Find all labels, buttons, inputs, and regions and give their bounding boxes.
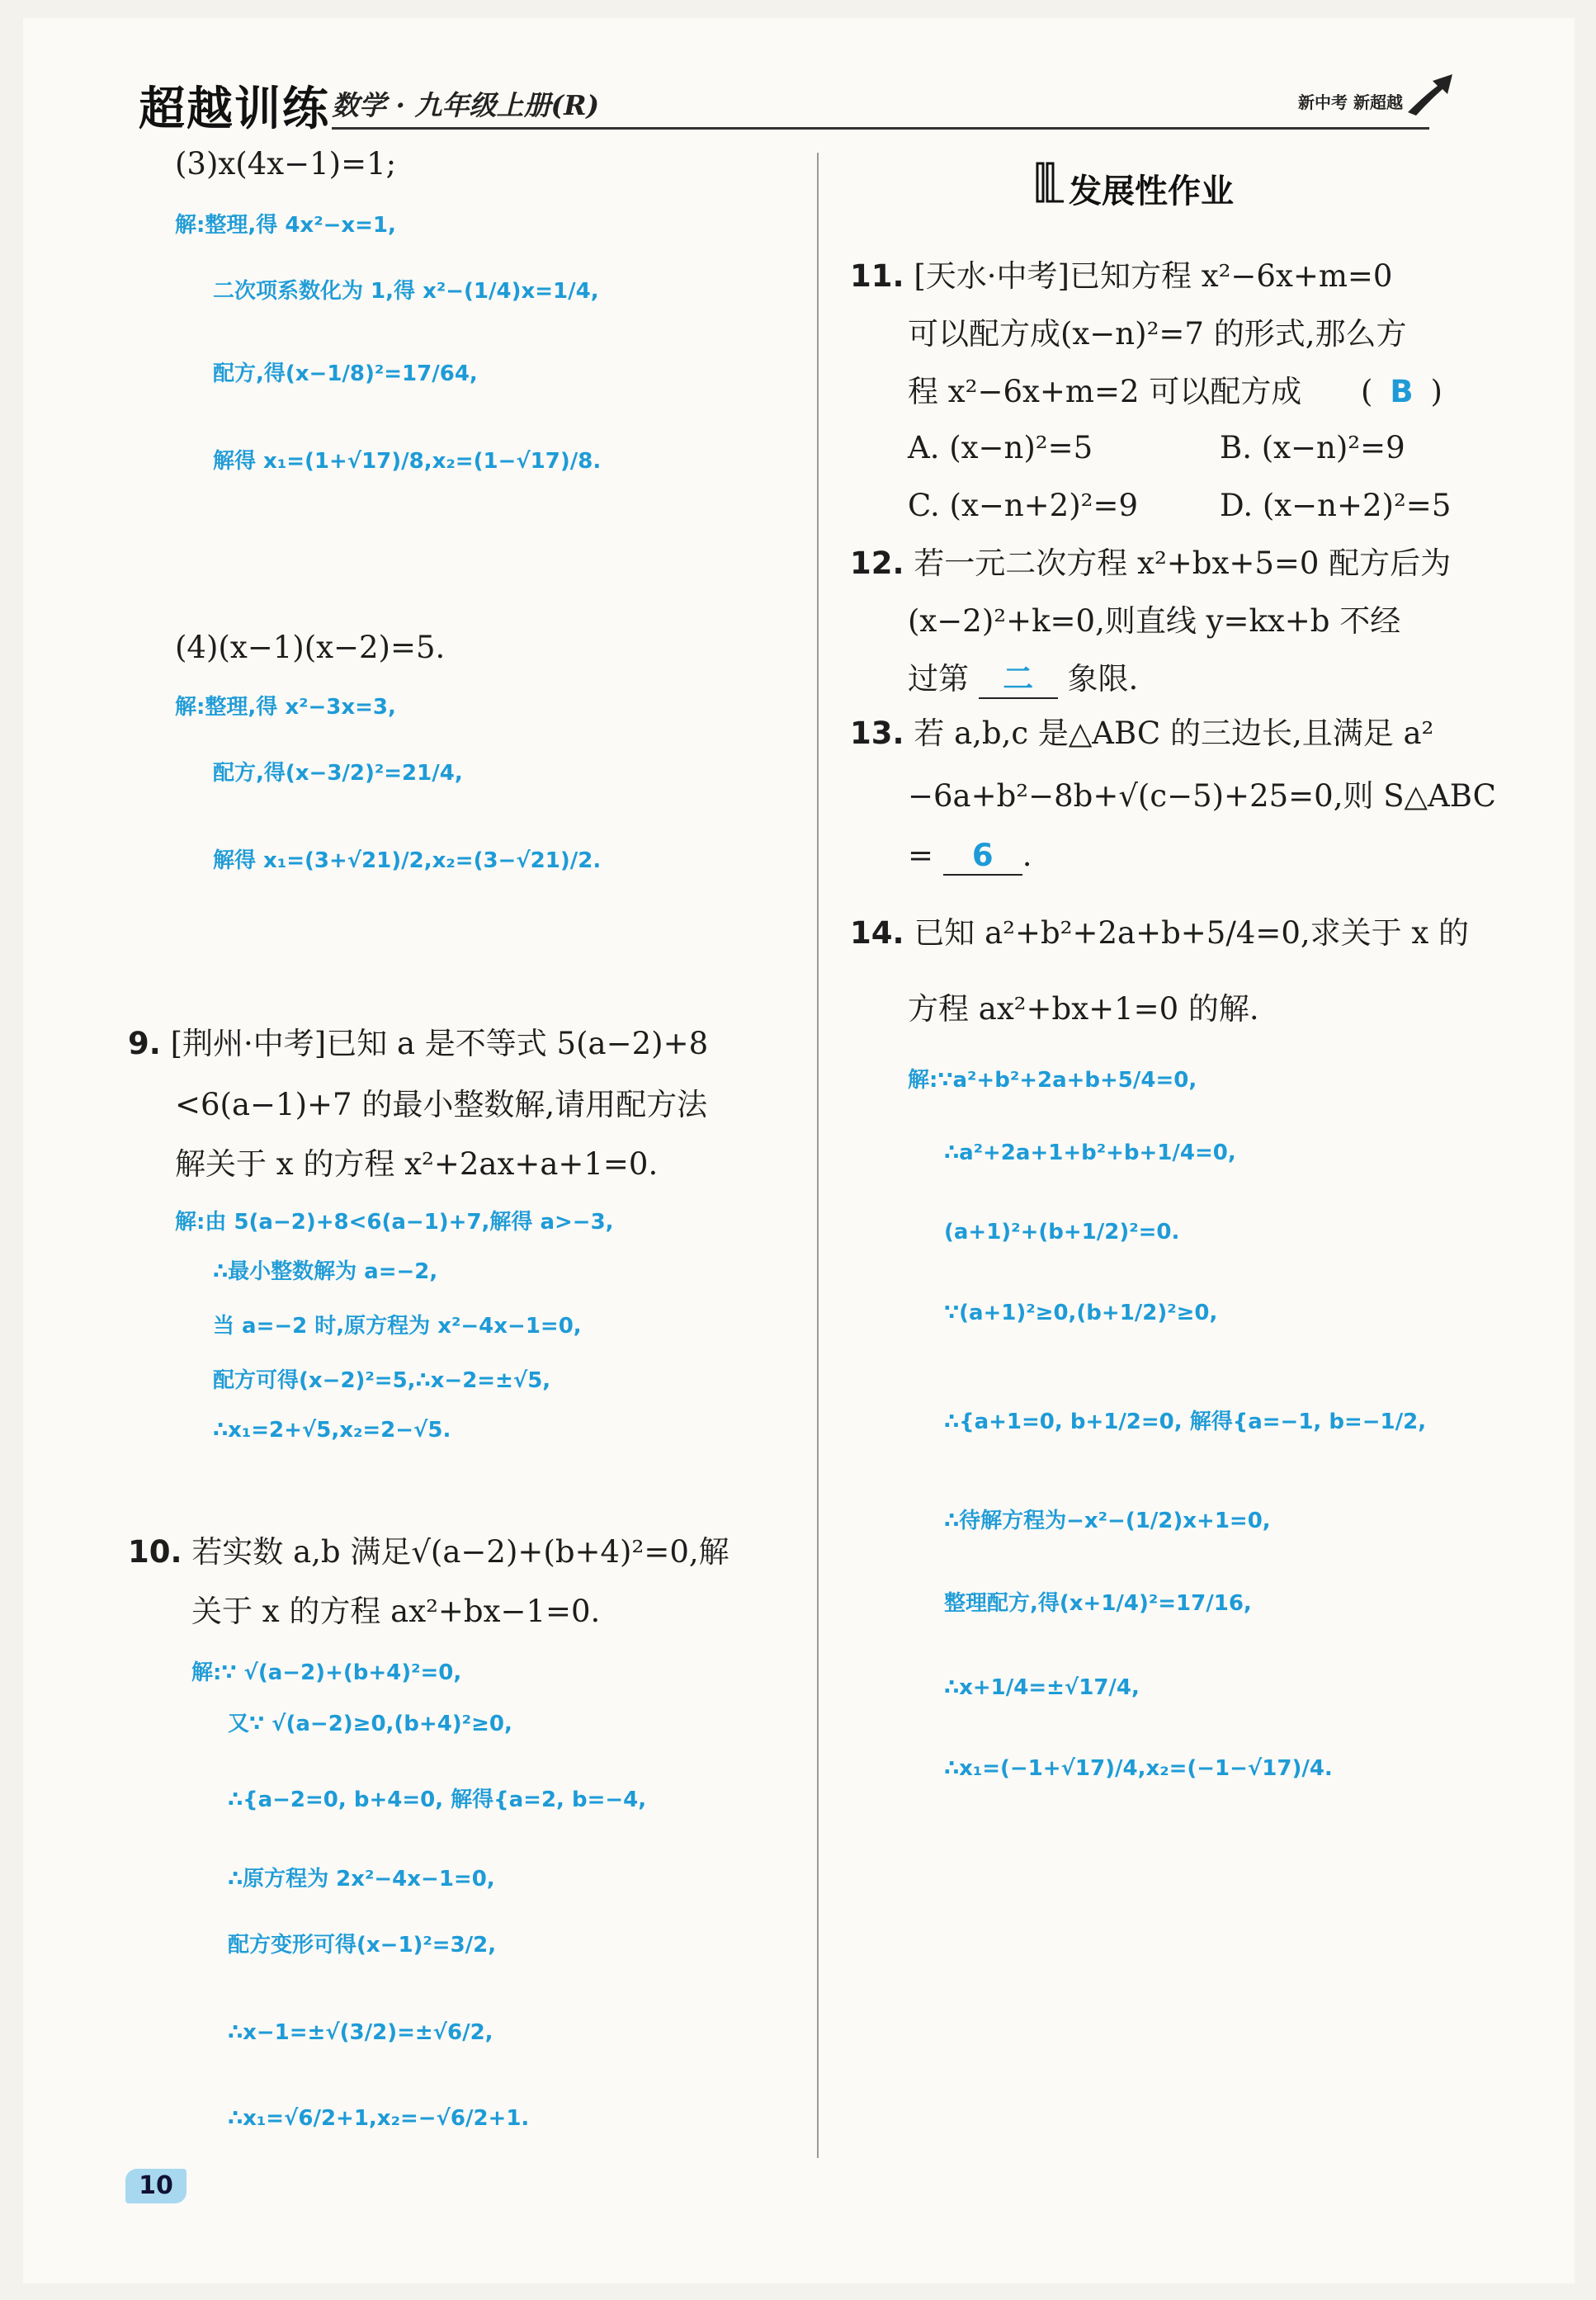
problem-3-question: (3)x(4x−1)=1; xyxy=(175,146,397,182)
problem-3-step-2: 二次项系数化为 1,得 x²−(1/4)x=1/4, xyxy=(213,279,599,304)
question-9-line-3: 解关于 x 的方程 x²+2ax+a+1=0. xyxy=(175,1146,659,1182)
question-13-line-3 xyxy=(908,838,1032,876)
problem-3-step-3: 配方,得(x−1/8)²=17/64, xyxy=(213,361,478,386)
question-10-step-4: ∴原方程为 2x²−4x−1=0, xyxy=(228,1867,495,1891)
question-12-line-1: 若一元二次方程 x²+bx+5=0 配方后为 xyxy=(914,545,1452,581)
question-12-number: 12. xyxy=(850,545,904,581)
question-11-line-3: 程 x²−6x+m=2 可以配方成 ( B ) xyxy=(908,374,1443,409)
question-14-number: 14. xyxy=(850,915,904,951)
problem-3-step-1: 解:整理,得 4x²−x=1, xyxy=(175,213,396,238)
header-rule xyxy=(332,127,1429,130)
question-13-line-3-text: = xyxy=(908,838,934,873)
question-11-option-a: A. (x−n)²=5 xyxy=(908,430,1093,465)
question-14-line-2: 方程 ax²+bx+1=0 的解. xyxy=(908,991,1259,1027)
question-10-line-1: 若实数 a,b 满足√(a−2)+(b+4)²=0,解 xyxy=(191,1534,730,1570)
question-12-line-3-text: 过第 xyxy=(908,661,969,697)
question-11-option-c: C. (x−n+2)²=9 xyxy=(908,488,1138,523)
question-14 xyxy=(850,916,1469,952)
arrow-icon xyxy=(1405,71,1454,117)
column-divider xyxy=(817,153,819,2158)
question-9-step-1: 解:由 5(a−2)+8<6(a−1)+7,解得 a>−3, xyxy=(175,1210,614,1235)
question-10 xyxy=(128,1535,730,1570)
question-10-step-7: ∴x₁=√6/2+1,x₂=−√6/2+1. xyxy=(228,2106,530,2131)
question-9 xyxy=(128,1027,708,1062)
question-11-answer: B xyxy=(1390,374,1414,409)
question-10-line-2: 关于 x 的方程 ax²+bx−1=0. xyxy=(191,1594,601,1629)
problem-4-step-3: 解得 x₁=(3+√21)/2,x₂=(3−√21)/2. xyxy=(213,848,602,873)
question-13-period: . xyxy=(1022,838,1032,873)
page-number: 10 xyxy=(125,2169,187,2203)
question-14-step-2: ∴a²+2a+1+b²+b+1/4=0, xyxy=(944,1141,1236,1165)
question-13-number: 13. xyxy=(850,716,904,751)
question-13-line-2: −6a+b²−8b+√(c−5)+25=0,则 S△ABC xyxy=(908,778,1496,814)
question-9-number: 9. xyxy=(128,1026,161,1061)
question-9-step-4: 配方可得(x−2)²=5,∴x−2=±√5, xyxy=(213,1368,551,1393)
question-12-line-2: (x−2)²+k=0,则直线 y=kx+b 不经 xyxy=(908,603,1401,639)
question-11-line-1: [天水·中考]已知方程 x²−6x+m=0 xyxy=(914,258,1393,294)
question-14-step-6: ∴待解方程为−x²−(1/2)x+1=0, xyxy=(944,1509,1271,1533)
problem-4-step-2: 配方,得(x−3/2)²=21/4, xyxy=(213,761,463,786)
question-12-line-3-end: 象限. xyxy=(1067,661,1139,697)
question-9-line-1: [荆州·中考]已知 a 是不等式 5(a−2)+8 xyxy=(170,1026,709,1061)
question-11 xyxy=(850,259,1392,295)
question-9-step-2: ∴最小整数解为 a=−2, xyxy=(213,1259,438,1284)
question-12-answer: 二 xyxy=(979,662,1058,699)
question-10-step-6: ∴x−1=±√(3/2)=±√6/2, xyxy=(228,2020,493,2045)
question-14-step-1: 解:∵a²+b²+2a+b+5/4=0, xyxy=(908,1068,1197,1093)
section-title: 发展性作业 xyxy=(1069,172,1234,210)
question-11-number: 11. xyxy=(850,258,904,294)
question-14-step-4: ∵(a+1)²≥0,(b+1/2)²≥0, xyxy=(944,1301,1218,1325)
question-11-option-d: D. (x−n+2)²=5 xyxy=(1220,488,1452,523)
question-14-line-1: 已知 a²+b²+2a+b+5/4=0,求关于 x 的 xyxy=(914,915,1470,951)
brand-title: 超越训练 xyxy=(139,83,330,136)
slogan: 新中考 新超越 xyxy=(1298,92,1403,112)
question-10-step-3: ∴{a−2=0, b+4=0, 解得{a=2, b=−4, xyxy=(228,1788,647,1812)
problem-4-step-1: 解:整理,得 x²−3x=3, xyxy=(175,695,396,720)
question-14-step-8: ∴x+1/4=±√17/4, xyxy=(944,1675,1140,1700)
subject-title: 数学 · 九年级上册(R) xyxy=(332,89,600,121)
header xyxy=(116,58,1494,136)
question-9-step-3: 当 a=−2 时,原方程为 x²−4x−1=0, xyxy=(213,1314,582,1339)
problem-4-question: (4)(x−1)(x−2)=5. xyxy=(175,630,446,665)
question-11-line-3-text: 程 x²−6x+m=2 可以配方成 xyxy=(908,374,1302,409)
question-14-step-5: ∴{a+1=0, b+1/2=0, 解得{a=−1, b=−1/2, xyxy=(944,1410,1427,1434)
question-13-line-1: 若 a,b,c 是△ABC 的三边长,且满足 a² xyxy=(914,716,1434,751)
question-14-step-3: (a+1)²+(b+1/2)²=0. xyxy=(944,1220,1180,1244)
question-13-answer: 6 xyxy=(943,838,1022,876)
question-14-step-7: 整理配方,得(x+1/4)²=17/16, xyxy=(944,1591,1252,1616)
question-11-option-b: B. (x−n)²=9 xyxy=(1220,430,1405,465)
question-13 xyxy=(850,716,1433,752)
question-12-line-3 xyxy=(908,662,1138,699)
question-10-step-2: 又∵ √(a−2)≥0,(b+4)²≥0, xyxy=(228,1712,512,1736)
question-10-number: 10. xyxy=(128,1534,182,1570)
question-9-step-5: ∴x₁=2+√5,x₂=2−√5. xyxy=(213,1418,451,1443)
problem-3-step-4: 解得 x₁=(1+√17)/8,x₂=(1−√17)/8. xyxy=(213,449,602,474)
question-10-step-5: 配方变形可得(x−1)²=3/2, xyxy=(228,1933,497,1958)
question-14-step-9: ∴x₁=(−1+√17)/4,x₂=(−1−√17)/4. xyxy=(944,1756,1333,1781)
section-bar-icon xyxy=(1036,162,1065,205)
question-10-step-1: 解:∵ √(a−2)+(b+4)²=0, xyxy=(191,1660,462,1685)
question-9-line-2: <6(a−1)+7 的最小整数解,请用配方法 xyxy=(175,1087,708,1122)
question-11-line-2: 可以配方成(x−n)²=7 的形式,那么方 xyxy=(908,316,1407,352)
question-12 xyxy=(850,546,1451,582)
